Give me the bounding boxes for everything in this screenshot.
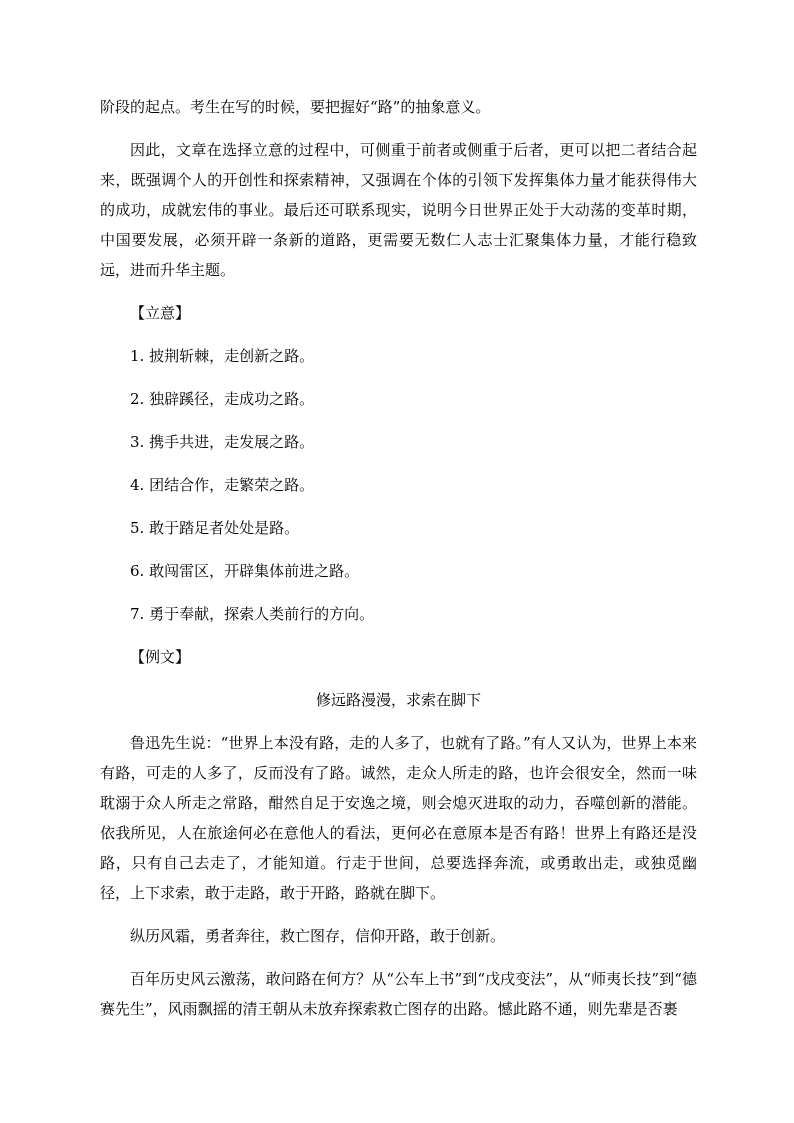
- liyi-list: [100, 341, 697, 629]
- list-item: 4. 团结合作，走繁荣之路。: [130, 476, 315, 494]
- list-item: 5. 敢于踏足者处处是路。: [130, 519, 300, 537]
- document-body: [100, 92, 697, 1037]
- heading-liwen: 【例文】: [130, 648, 191, 666]
- essay-title: 修远路漫漫，求索在脚下: [315, 691, 481, 709]
- list-item: 1. 披荆斩棘，走创新之路。: [130, 347, 315, 365]
- essay-paragraph-2: 纵历风霜，勇者奔往，救亡图存，信仰开路，敢于创新。: [130, 927, 506, 945]
- list-item: 2. 独辟蹊径，走成功之路。: [130, 390, 315, 408]
- paragraph-therefore: 因此，文章在选择立意的过程中，可侧重于前者或侧重于后者，更可以把二者结合起来，既强调个人的开创性和探索精神，又强调在个体的引领下发挥集体力量才能获得伟大的成功，成就宏伟的事业。最后还可联系现实，说明今日世界正处于大动荡的变革时期，中国要发展，必须开辟一条新的道路，更需要无数仁人志士汇聚集体力量，才能行稳致远，进而升华主题。: [100, 141, 697, 279]
- list-item: 3. 携手共进，走发展之路。: [130, 433, 315, 451]
- essay-paragraph-3: 百年历史风云激荡，敢问路在何方？从“公车上书”到“戊戌变法”，从“师夷长技”到“德赛先生”，风雨飘摇的清王朝从未放弃探索救亡图存的出路。憾此路不通，则先辈是否裹: [100, 970, 697, 1018]
- list-item: 6. 敢闯雷区，开辟集体前进之路。: [130, 562, 360, 580]
- heading-liyi: 【立意】: [130, 304, 191, 322]
- paragraph-continuation: 阶段的起点。考生在写的时候，要把握好“路”的抽象意义。: [100, 98, 491, 116]
- essay-paragraph-1: 鲁迅先生说：“世界上本没有路，走的人多了，也就有了路。”有人又认为，世界上本来有路，可走的人多了，反而没有了路。诚然，走众人所走的路，也许会很安全，然而一味耽溺于众人所走之常路，酣然自足于安逸之境，则会熄灭进取的动力，吞噬创新的潜能。依我所见，人在旅途何必在意他人的看法，更何必在意原本是否有路！世界上有路还是没路，只有自己去走了，才能知道。行走于世间，总要选择奔流，或勇敢出走，或独觅幽径，上下求索，敢于走路，敢于开路，路就在脚下。: [100, 734, 697, 902]
- list-item: 7. 勇于奉献，探索人类前行的方向。: [130, 605, 375, 623]
